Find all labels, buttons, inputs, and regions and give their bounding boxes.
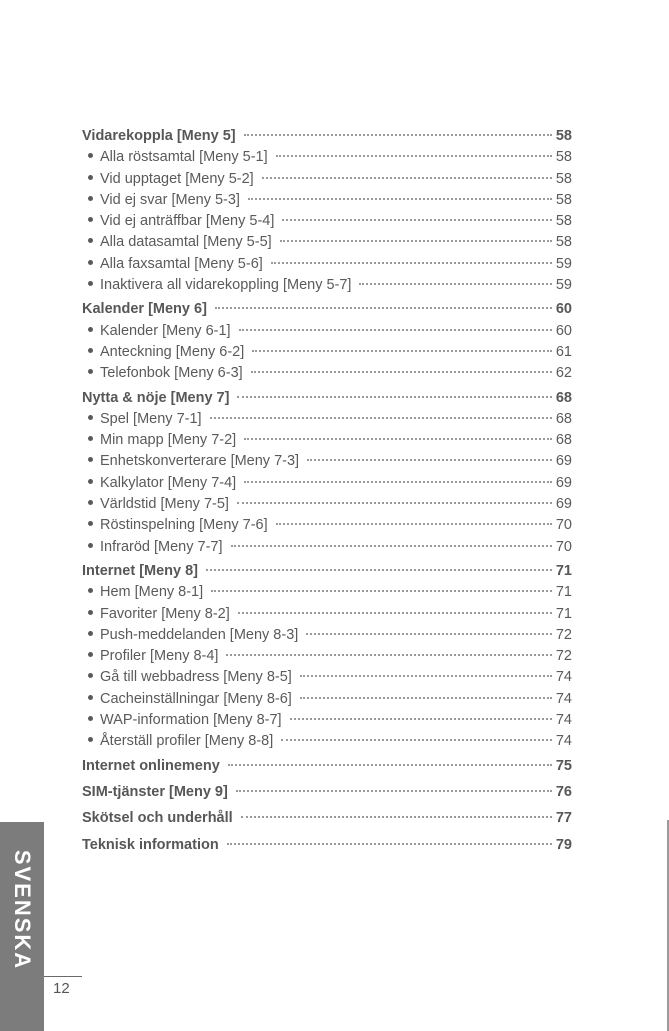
bullet-icon (88, 479, 93, 484)
toc-subentry (82, 669, 572, 690)
bullet-icon (88, 348, 93, 353)
toc-entry-page: 58 (555, 149, 572, 166)
toc-subentry (82, 192, 572, 213)
toc-subentry (82, 411, 572, 432)
toc-subentry (82, 627, 572, 648)
dot-leader (276, 155, 552, 157)
toc-entry-page: 77 (555, 810, 572, 827)
toc-subentry (82, 648, 572, 669)
toc-entry-label: Nytta & nöje [Meny 7] (82, 389, 230, 406)
dot-leader (236, 790, 552, 792)
page-number: 12 (53, 980, 70, 997)
toc-entry-label: Enhetskonverterare [Meny 7-3] (100, 453, 300, 470)
toc-entry-page: 69 (555, 453, 572, 470)
toc-entry-label: Alla röstsamtal [Meny 5-1] (100, 149, 268, 166)
toc-entry-label: Inaktivera all vidarekoppling [Meny 5-7] (100, 277, 352, 294)
toc-entry-page: 59 (555, 255, 572, 272)
toc-entry-label: Kalender [Meny 6] (82, 301, 207, 318)
dot-leader (237, 502, 552, 504)
bullet-icon (88, 588, 93, 593)
dot-leader (251, 371, 552, 373)
dot-leader (231, 545, 552, 547)
toc-entry-label: Kalkylator [Meny 7-4] (100, 474, 237, 491)
bullet-icon (88, 457, 93, 462)
toc-entry-page: 79 (555, 836, 572, 853)
dot-leader (244, 481, 552, 483)
toc-entry-page: 58 (555, 170, 572, 187)
dot-leader (228, 764, 552, 766)
bullet-icon (88, 369, 93, 374)
toc-entry-label: Vid ej svar [Meny 5-3] (100, 191, 240, 208)
toc-entry-page: 69 (555, 496, 572, 513)
toc-entry-page: 74 (555, 733, 572, 750)
bullet-icon (88, 500, 93, 505)
bullet-icon (88, 610, 93, 615)
toc-entry-page: 72 (555, 648, 572, 665)
dot-leader (211, 590, 552, 592)
toc-subentry (82, 475, 572, 496)
toc-section-entry (82, 128, 572, 149)
bullet-icon (88, 327, 93, 332)
toc-subentry (82, 432, 572, 453)
toc-subentry (82, 277, 572, 298)
toc-entry-label: Skötsel och underhåll (82, 810, 233, 827)
dot-leader (290, 718, 552, 720)
toc-subentry (82, 453, 572, 474)
toc-entry-label: Röstinspelning [Meny 7-6] (100, 517, 268, 534)
bullet-icon (88, 281, 93, 286)
dot-leader (226, 654, 551, 656)
bullet-icon (88, 631, 93, 636)
dot-leader (210, 417, 552, 419)
dot-leader (280, 240, 552, 242)
dot-leader (206, 569, 552, 571)
dot-leader (300, 675, 552, 677)
bullet-icon (88, 543, 93, 548)
toc-subentry (82, 365, 572, 386)
dot-leader (252, 350, 552, 352)
toc-entry-label: Internet onlinemeny (82, 757, 220, 774)
toc-entry-label: Vidarekoppla [Meny 5] (82, 128, 236, 144)
toc-entry-page: 68 (555, 389, 572, 406)
toc-subentry (82, 733, 572, 754)
toc-entry-label: Alla datasamtal [Meny 5-5] (100, 234, 272, 251)
bullet-icon (88, 153, 93, 158)
dot-leader (271, 262, 552, 264)
toc-entry-label: Internet [Meny 8] (82, 562, 199, 579)
dot-leader (241, 816, 552, 818)
toc-entry-page: 62 (555, 365, 572, 382)
toc-entry-page: 61 (555, 343, 572, 360)
dot-leader (359, 283, 551, 285)
dot-leader (300, 697, 552, 699)
toc-section-entry (82, 810, 572, 831)
dot-leader (244, 134, 552, 136)
toc-subentry (82, 171, 572, 192)
bullet-icon (88, 695, 93, 700)
bullet-icon (88, 217, 93, 222)
dot-leader (306, 633, 552, 635)
language-tab-label-wrap (0, 830, 44, 990)
bullet-icon (88, 737, 93, 742)
bullet-icon (88, 673, 93, 678)
toc-entry-page: 58 (555, 234, 572, 251)
toc-entry-page: 58 (555, 128, 572, 144)
toc-section-entry (82, 837, 572, 858)
dot-leader (238, 612, 552, 614)
toc-entry-label: Spel [Meny 7-1] (100, 410, 202, 427)
toc-entry-label: Cacheinställningar [Meny 8-6] (100, 690, 292, 707)
toc-section-entry (82, 758, 572, 779)
toc-entry-label: Anteckning [Meny 6-2] (100, 343, 245, 360)
bullet-icon (88, 521, 93, 526)
toc-entry-label: Profiler [Meny 8-4] (100, 648, 219, 665)
dot-leader (307, 459, 552, 461)
dot-leader (248, 198, 552, 200)
toc-entry-page: 70 (555, 517, 572, 534)
toc-subentry (82, 712, 572, 733)
dot-leader (281, 739, 552, 741)
toc-entry-page: 60 (555, 322, 572, 339)
toc-subentry (82, 213, 572, 234)
toc-entry-label: Kalender [Meny 6-1] (100, 322, 231, 339)
toc-entry-page: 74 (555, 669, 572, 686)
toc-entry-page: 71 (555, 605, 572, 622)
toc-entry-page: 71 (555, 584, 572, 601)
toc-entry-label: Infraröd [Meny 7-7] (100, 538, 223, 555)
toc-entry-label: Gå till webbadress [Meny 8-5] (100, 669, 292, 686)
bullet-icon (88, 716, 93, 721)
toc-subentry (82, 496, 572, 517)
toc-section-entry (82, 563, 572, 584)
toc-subentry (82, 256, 572, 277)
bullet-icon (88, 196, 93, 201)
toc-entry-page: 74 (555, 690, 572, 707)
toc-entry-label: Min mapp [Meny 7-2] (100, 432, 237, 449)
page-number-rule (44, 976, 82, 977)
toc-entry-page: 71 (555, 562, 572, 579)
toc-subentry (82, 584, 572, 605)
toc-entry-label: WAP-information [Meny 8-7] (100, 712, 282, 729)
toc-subentry (82, 606, 572, 627)
toc-entry-page: 72 (555, 626, 572, 643)
toc-entry-page: 74 (555, 712, 572, 729)
toc-entry-label: Vid upptaget [Meny 5-2] (100, 170, 254, 187)
bullet-icon (88, 415, 93, 420)
toc-section-entry (82, 390, 572, 411)
toc-entry-label: Hem [Meny 8-1] (100, 584, 204, 601)
toc-entry-label: Favoriter [Meny 8-2] (100, 605, 230, 622)
language-tab-label: SVENSKA (10, 849, 36, 971)
toc-subentry (82, 234, 572, 255)
toc-entry-page: 75 (555, 757, 572, 774)
toc-entry-page: 58 (555, 191, 572, 208)
toc-entry-page: 58 (555, 213, 572, 230)
bullet-icon (88, 436, 93, 441)
toc-entry-label: Världstid [Meny 7-5] (100, 496, 229, 513)
toc-entry-page: 68 (555, 432, 572, 449)
bullet-icon (88, 238, 93, 243)
toc-subentry (82, 323, 572, 344)
toc-entry-label: Vid ej anträffbar [Meny 5-4] (100, 213, 275, 230)
bullet-icon (88, 260, 93, 265)
bullet-icon (88, 175, 93, 180)
toc-subentry (82, 517, 572, 538)
toc-entry-page: 69 (555, 474, 572, 491)
dot-leader (227, 843, 552, 845)
dot-leader (276, 523, 552, 525)
dot-leader (215, 307, 552, 309)
dot-leader (237, 396, 551, 398)
toc-subentry (82, 539, 572, 560)
table-of-contents (82, 128, 572, 858)
toc-entry-label: Teknisk information (82, 836, 219, 853)
toc-entry-page: 59 (555, 277, 572, 294)
toc-entry-label: SIM-tjänster [Meny 9] (82, 783, 228, 800)
dot-leader (244, 438, 552, 440)
dot-leader (239, 329, 552, 331)
toc-entry-label: Telefonbok [Meny 6-3] (100, 365, 243, 382)
toc-entry-label: Återställ profiler [Meny 8-8] (100, 733, 274, 750)
bullet-icon (88, 652, 93, 657)
toc-subentry (82, 149, 572, 170)
dot-leader (262, 177, 552, 179)
dot-leader (282, 219, 551, 221)
toc-entry-page: 76 (555, 783, 572, 800)
toc-entry-page: 70 (555, 538, 572, 555)
toc-subentry (82, 344, 572, 365)
toc-entry-label: Alla faxsamtal [Meny 5-6] (100, 255, 263, 272)
toc-section-entry (82, 784, 572, 805)
toc-entry-page: 60 (555, 301, 572, 318)
toc-entry-label: Push-meddelanden [Meny 8-3] (100, 626, 299, 643)
toc-section-entry (82, 301, 572, 322)
toc-subentry (82, 691, 572, 712)
toc-entry-page: 68 (555, 410, 572, 427)
